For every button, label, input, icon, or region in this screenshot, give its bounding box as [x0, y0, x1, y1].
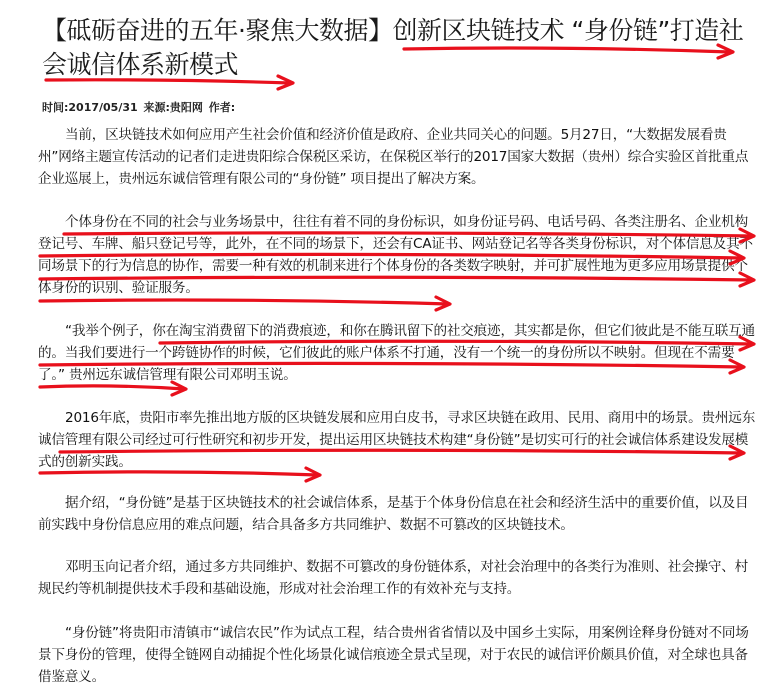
- underline-arrow: [40, 300, 448, 304]
- paragraph-6: 邓明玉向记者介绍，通过多方共同维护、数据不可篡改的身份链体系，对社会治理中的各类行为准则、社会操守、村规民约等机制提供技术手段和基础设施，形成对社会治理工作的有效补充与支持。: [38, 559, 749, 597]
- article-author: 作者:: [208, 101, 236, 114]
- paragraph-5: 据介绍，“身份链”是基于区块链技术的社会诚信体系，是基于个体身份信息在社会和经济生活中的重要价值，以及目前实践中身份信息应用的难点问题，结合具备多方共同维护、数据不可篡改的区块链技术。: [38, 495, 749, 533]
- paragraph-2: 个体身份在不同的社会与业务场景中，往往有着不同的身份标识，如身份证号码、电话号码、各类注册名、企业机构登记号、车牌、船只登记号等，此外，在不同的场景下，还会有CA证书、网站登记名等各类身份标识，对个体信息及其不同场景下的行为信息的协作，需要一种有效的机制来进行个体身份的各类数字映射，并可扩展性地为更多应用场景提供个体身份的识别、验证服务。: [38, 214, 753, 296]
- paragraph-3: “我举个例子，你在淘宝消费留下的消费痕迹，和你在腾讯留下的社交痕迹，其实都是你，但它们彼此是不能互联互通的。当我们要进行一个跨链协作的时候，它们彼此的账户体系不打通，没有一个统一的身份所以不映射。但现在不需要了。” 贵州远东诚信管理有限公司邓明玉说。: [38, 323, 755, 383]
- paragraph-7: “身份链”将贵阳市清镇市“诚信农民”作为试点工程，结合贵州省省情以及中国乡土实际，用案例诠释身份链对不同场景下身份的管理，使得全链网自动捕捉个性化场景化诚信痕迹全景式呈现，对于农民的诚信评价颇具价值，对全球也具备借鉴意义。: [38, 625, 749, 685]
- article-title: 【砥砺奋进的五年·聚焦大数据】创新区块链技术 “身份链”打造社会诚信体系新模式: [42, 16, 744, 79]
- paragraph-4: 2016年底，贵阳市率先推出地方版的区块链发展和应用白皮书，寻求区块链在政用、民用、商用中的场景。贵州远东诚信管理有限公司经过可行性研究和初步开发，提出运用区块链技术构建“身份链”是切实可行的社会诚信体系建设发展模式的创新实践。: [38, 410, 756, 470]
- article-meta: [42, 101, 237, 115]
- underline-arrow: [40, 386, 184, 389]
- publish-time: 时间:2017/05/31: [42, 101, 138, 114]
- article-source: 来源:贵阳网: [143, 101, 203, 114]
- paragraph-1: 当前，区块链技术如何应用产生社会价值和经济价值是政府、企业共同关心的问题。5月27日，“大数据发展看贵州”网络主题宣传活动的记者们走进贵阳综合保税区采访，在保税区举行的2017国家大数据（贵州）综合实验区首批重点企业巡展上，贵州远东诚信管理有限公司的“身份链” 项目提出了解决方案。: [38, 127, 749, 187]
